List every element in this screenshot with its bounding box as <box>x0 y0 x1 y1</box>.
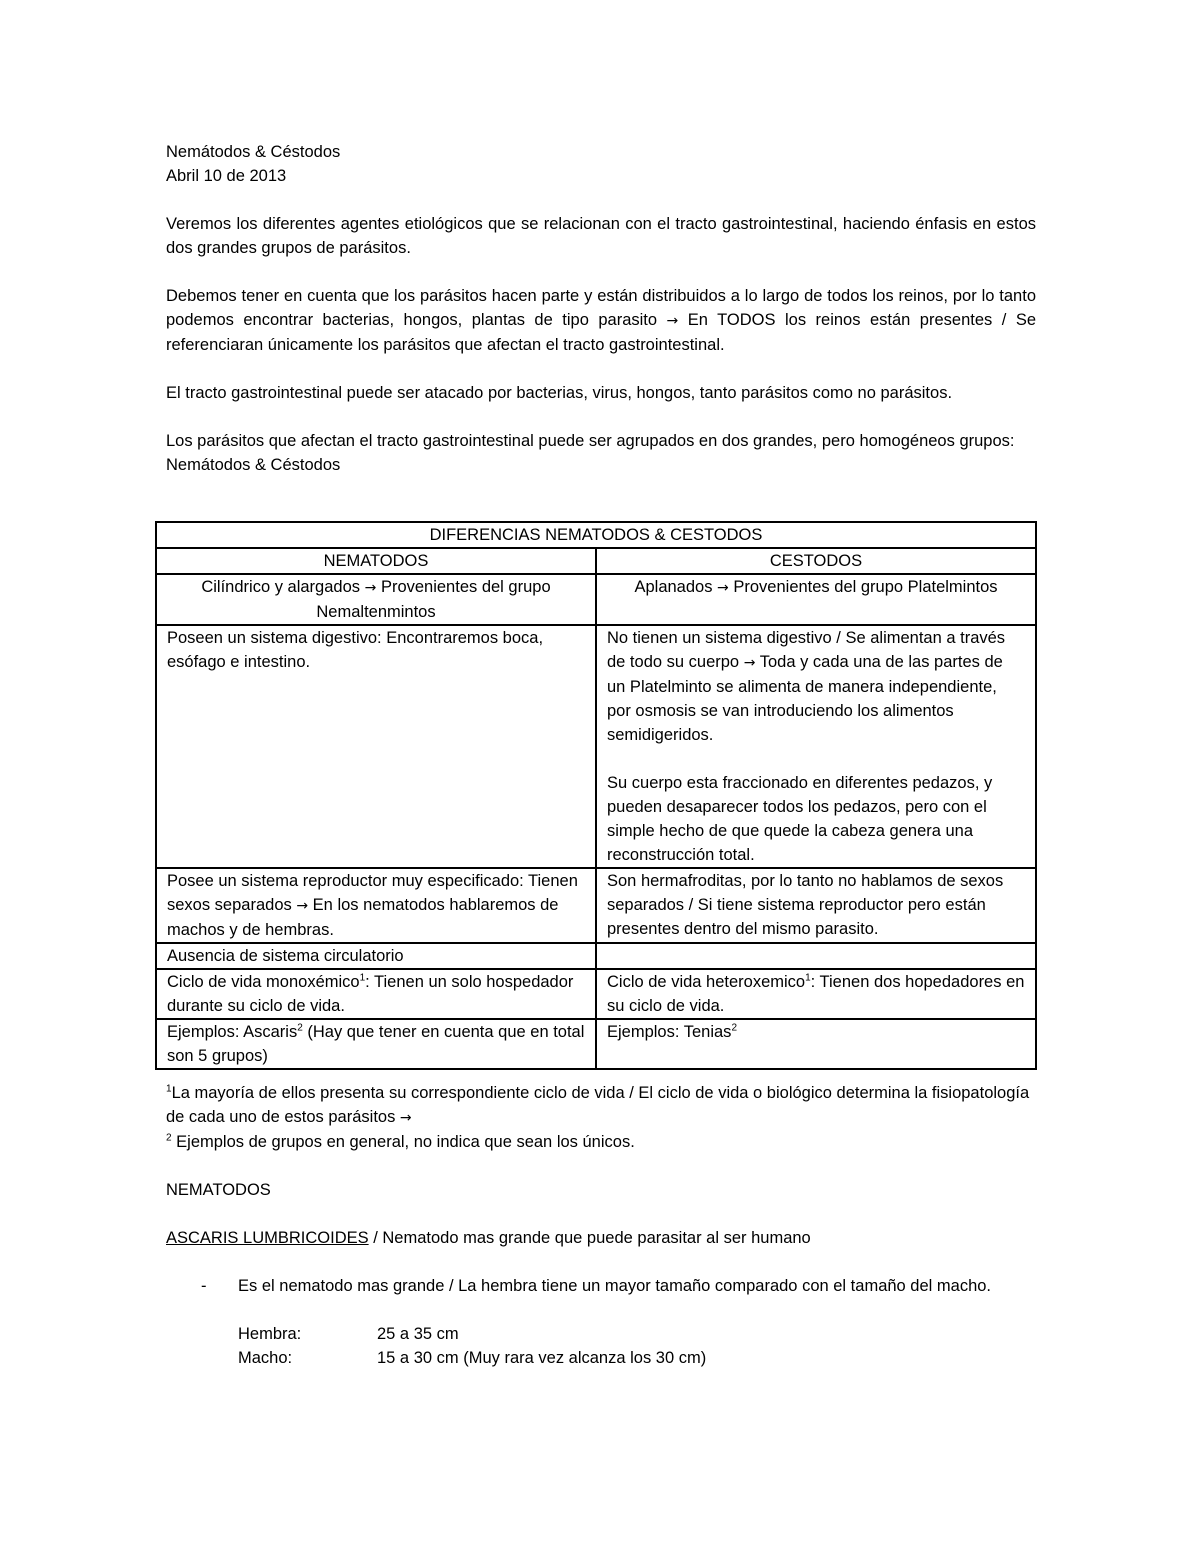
table-cell <box>596 943 1036 969</box>
intro-paragraph-3: El tracto gastrointestinal puede ser atacado por bacterias, virus, hongos, tanto parásitos como no parásitos. <box>166 384 953 402</box>
arrow-icon: → <box>717 580 729 596</box>
table-row <box>156 969 1036 1019</box>
footnote-2: $^2$ Ejemplos de grupos en general, no indica que sean los únicos. <box>166 1132 635 1151</box>
table-row <box>156 868 1036 943</box>
table-row <box>156 1019 1036 1069</box>
footnote-ref[interactable]: 2 <box>731 1022 737 1034</box>
arrow-icon: → <box>364 580 377 596</box>
table-cell: Ciclo de vida monoxémico$^1$: Tienen un solo hospedador durante su ciclo de vida. <box>156 969 596 1019</box>
table-cell: Aplanados → Provenientes del grupo Platelmintos <box>596 574 1036 625</box>
intro-paragraph-4: Los parásitos que afectan el tracto gastrointestinal puede ser agrupados en dos grandes, pero homogéneos grupos: Nemátodos & Céstodos <box>166 432 1015 474</box>
table-row <box>156 574 1036 625</box>
size-row-macho: Macho: 15 a 30 cm (Muy rara vez alcanza los 30 cm) <box>238 1349 707 1367</box>
arrow-icon: → <box>743 655 756 671</box>
document-title: Nemátodos & Céstodos <box>166 143 341 161</box>
document-body <box>166 140 1036 477</box>
ascaris-link[interactable]: ASCARIS LUMBRICOIDES <box>166 1229 369 1247</box>
table-cell: Ejemplos: Ascaris$^2$ (Hay que tener en cuenta que en total son 5 grupos) <box>156 1019 596 1069</box>
list-item: - Es el nematodo mas grande / La hembra tiene un mayor tamaño comparado con el tamaño del macho. <box>166 1274 1036 1298</box>
arrow-icon: → <box>399 1110 412 1126</box>
size-row-hembra: Hembra: 25 a 35 cm <box>238 1325 459 1343</box>
table-cell: No tienen un sistema digestivo / Se alimentan a través de todo su cuerpo → Toda y cada una de las partes de un Platelminto se alimenta de manera independiente, por osmosis se van introduciendo los alimentos semidigeridos. Su cuerpo esta fraccionado en diferentes pedazos, y pueden desaparecer todos los pedazos, pero con el simple hecho de que quede la cabeza genera una reconstrucción total. <box>596 625 1036 868</box>
subsection-heading: ASCARIS LUMBRICOIDES / Nematodo mas grande que puede parasitar al ser humano <box>166 1229 811 1247</box>
arrow-icon: → <box>666 313 679 329</box>
table-cell: Ciclo de vida heteroxemico$^1$: Tienen dos hopedadores en su ciclo de vida. <box>596 969 1036 1019</box>
column-header-cestodos: CESTODOS <box>596 548 1036 574</box>
bullet-dash: - <box>201 1277 207 1295</box>
section-heading: NEMATODOS <box>166 1181 271 1199</box>
document-date: Abril 10 de 2013 <box>166 167 287 185</box>
arrow-icon: → <box>296 898 309 914</box>
footnote-ref[interactable]: 1 <box>805 972 811 984</box>
lower-section <box>166 1081 1036 1370</box>
footnote-ref[interactable]: 1 <box>359 972 366 984</box>
footnote-ref[interactable]: 2 <box>297 1022 303 1034</box>
table-title: DIFERENCIAS NEMATODOS & CESTODOS <box>156 522 1036 548</box>
table-row <box>156 625 1036 868</box>
table-cell: Son hermafroditas, por lo tanto no hablamos de sexos separados / Si tiene sistema reproductor pero están presentes dentro del mismo parasito. <box>596 868 1036 943</box>
intro-paragraph-2: Debemos tener en cuenta que los parásitos hacen parte y están distribuidos a lo largo de todos los reinos, por lo tanto podemos encontrar bacterias, hongos, plantas de tipo parasito → En TODOS los reinos están presentes / Se referenciaran únicamente los parásitos que afectan el tracto gastrointestinal. <box>166 287 1036 354</box>
table-cell: Ausencia de sistema circulatorio <box>156 943 596 969</box>
differences-table <box>155 521 1037 1070</box>
intro-paragraph-1: Veremos los diferentes agentes etiológicos que se relacionan con el tracto gastrointestinal, haciendo énfasis en estos dos grandes grupos de parásitos. <box>166 215 1036 257</box>
table-cell: Cilíndrico y alargados → Provenientes del grupo Nemaltenmintos <box>156 574 596 625</box>
table-cell: Ejemplos: Tenias$^2$ <box>596 1019 1036 1069</box>
table-cell: Posee un sistema reproductor muy especificado: Tienen sexos separados → En los nematodos hablaremos de machos y de hembras. <box>156 868 596 943</box>
table-cell: Poseen un sistema digestivo: Encontraremos boca, esófago e intestino. <box>156 625 596 868</box>
column-header-nematodos: NEMATODOS <box>156 548 596 574</box>
footnote-1: $^1$La mayoría de ellos presenta su correspondiente ciclo de vida / El ciclo de vida o biológico determina la fisiopatología de cada uno de estos parásitos → <box>166 1083 1030 1126</box>
table-row <box>156 943 1036 969</box>
